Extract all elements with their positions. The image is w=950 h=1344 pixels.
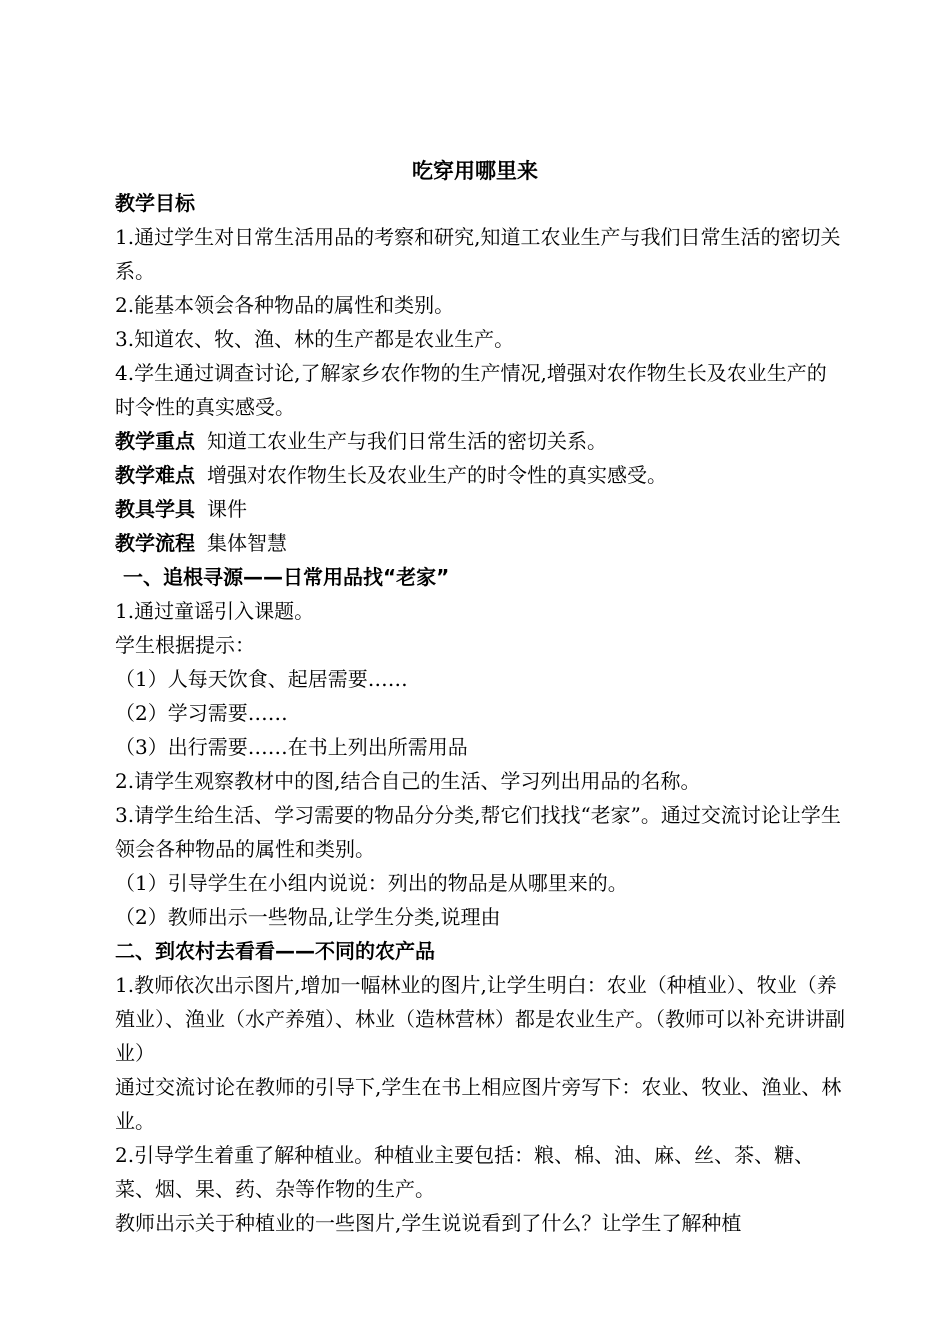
objective-item: 4.学生通过调查讨论,了解家乡农作物的生产情况,增强对农作物生长及农业生产的时令性的真实感受。 bbox=[115, 361, 827, 419]
document-title: 吃穿用哪里来 bbox=[412, 159, 538, 183]
tools-text: 课件 bbox=[207, 497, 247, 521]
section1-line: 1.通过童谣引入课题。 bbox=[115, 599, 315, 623]
difficulty-label: 教学难点 bbox=[115, 463, 195, 487]
difficulty-text: 增强对农作物生长及农业生产的时令性的真实感受。 bbox=[207, 463, 667, 487]
objectives-heading: 教学目标 bbox=[115, 191, 195, 215]
section1-line: 学生根据提示： bbox=[115, 633, 255, 657]
section1-line: （2）教师出示一些物品,让学生分类,说理由 bbox=[115, 905, 501, 929]
key-point-label: 教学重点 bbox=[115, 429, 195, 453]
process-label: 教学流程 bbox=[115, 531, 195, 555]
key-point-text: 知道工农业生产与我们日常生活的密切关系。 bbox=[207, 429, 607, 453]
section1-line: （3）出行需要……在书上列出所需用品 bbox=[115, 735, 468, 759]
process-row bbox=[115, 526, 845, 560]
section1-line: 2.请学生观察教材中的图,结合自己的生活、学习列出用品的名称。 bbox=[115, 769, 701, 793]
difficulty-row bbox=[115, 458, 845, 492]
key-point-row bbox=[115, 424, 845, 458]
tools-row bbox=[115, 492, 845, 526]
section2-line: 2.引导学生着重了解种植业。种植业主要包括：粮、棉、油、麻、丝、茶、糖、菜、烟、果、药、杂等作物的生产。 bbox=[115, 1143, 815, 1201]
process-text: 集体智慧 bbox=[207, 531, 287, 555]
section2-line: 教师出示关于种植业的一些图片,学生说说看到了什么？让学生了解种植 bbox=[115, 1211, 742, 1235]
objective-item: 2.能基本领会各种物品的属性和类别。 bbox=[115, 293, 455, 317]
tools-label: 教具学具 bbox=[115, 497, 195, 521]
section1-heading: 一、追根寻源——日常用品找“老家” bbox=[123, 565, 450, 589]
section2-line: 1.教师依次出示图片,增加一幅林业的图片,让学生明白：农业（种植业）、牧业（养殖业）、渔业（水产养殖）、林业（造林营林）都是农业生产。（教师可以补充讲讲副业） bbox=[115, 973, 845, 1065]
section2-heading: 二、到农村去看看——不同的农产品 bbox=[115, 939, 435, 963]
objective-item: 3.知道农、牧、渔、林的生产都是农业生产。 bbox=[115, 327, 515, 351]
section1-line: （1）人每天饮食、起居需要…… bbox=[115, 667, 408, 691]
section1-line: （2）学习需要…… bbox=[115, 701, 288, 725]
section1-line: 3.请学生给生活、学习需要的物品分分类,帮它们找找“老家”。通过交流讨论让学生领会各种物品的属性和类别。 bbox=[115, 803, 841, 861]
section2-line: 通过交流讨论在教师的引导下,学生在书上相应图片旁写下：农业、牧业、渔业、林业。 bbox=[115, 1075, 842, 1133]
section1-line: （1）引导学生在小组内说说：列出的物品是从哪里来的。 bbox=[115, 871, 628, 895]
document-body bbox=[115, 186, 845, 1240]
objective-item: 1.通过学生对日常生活用品的考察和研究,知道工农业生产与我们日常生活的密切关系。 bbox=[115, 225, 841, 283]
